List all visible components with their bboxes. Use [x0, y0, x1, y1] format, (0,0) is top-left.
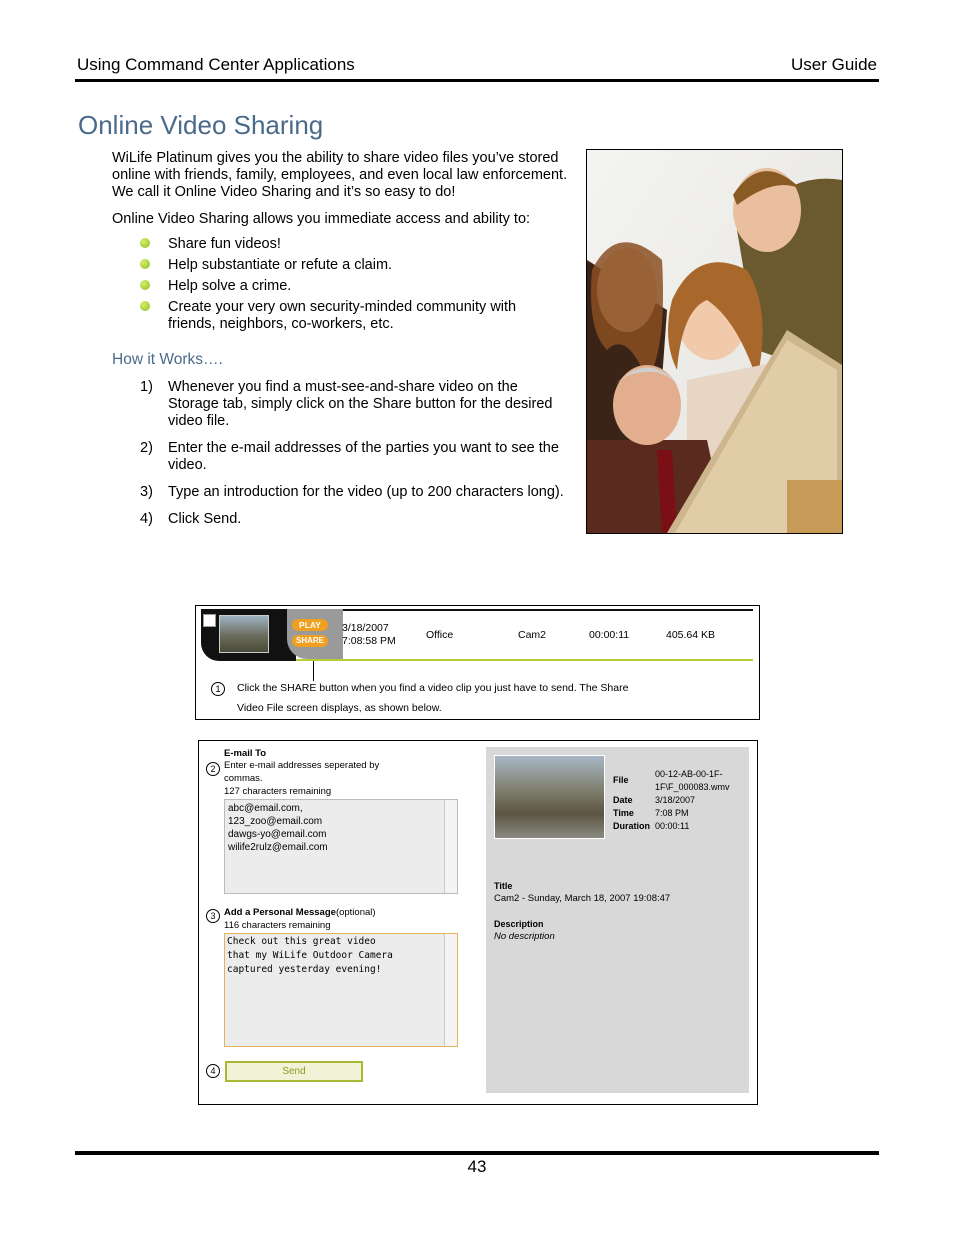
- page-title: Online Video Sharing: [78, 110, 324, 140]
- photo-illustration: [587, 150, 842, 533]
- email-scrollbar[interactable]: [444, 800, 457, 893]
- lead-rest: allows you immediate access and ability to:: [248, 211, 531, 227]
- bullet-icon: [140, 259, 150, 269]
- bullet-icon: [140, 280, 150, 290]
- steps-list: [140, 379, 572, 538]
- date-value: 3/18/2007: [655, 795, 696, 805]
- how-it-works-heading: How it Works….: [112, 351, 223, 368]
- file-value-1: 00-12-AB-00-1F-: [655, 769, 723, 779]
- header-doc-title: User Guide: [791, 55, 877, 74]
- footer-rule: [75, 1151, 879, 1155]
- bullet-list: [140, 236, 560, 337]
- step-item: 1) Whenever you find a must-see-and-share video on the Storage tab, simply click on the Share button for the desired video file.: [140, 379, 553, 429]
- email-help-2: commas.: [224, 773, 263, 784]
- clip-location: Office: [426, 629, 454, 641]
- callout-line: [313, 661, 314, 681]
- share-button[interactable]: SHARE: [292, 635, 328, 647]
- header-section-title: Using Command Center Applications: [77, 55, 355, 74]
- video-info-panel: File 00-12-AB-00-1F- 1F\F_000083.wmv Date 3/18/2007 Time 7:08 PM Duration 00:00:11 Title Cam2 - Sunday, March 18, 2007 19:08:47 Description No description: [486, 747, 749, 1093]
- message-remaining: 116 characters remaining: [224, 920, 331, 931]
- step-number: 3: [206, 909, 220, 923]
- step-number: 4: [206, 1064, 220, 1078]
- callout-number: 1: [211, 682, 225, 696]
- clip-time: 7:08:58 PM: [342, 635, 396, 647]
- storage-row: [201, 609, 753, 661]
- email-remaining: 127 characters remaining: [224, 786, 332, 797]
- step-item: 4) Click Send.: [140, 511, 242, 527]
- title-value: Cam2 - Sunday, March 18, 2007 19:08:47: [494, 893, 671, 904]
- lead-bold: Online Video Sharing: [112, 211, 249, 227]
- intro-paragraph: WiLife Platinum gives you the ability to share video files you’ve stored online with friends, family, employees, and even local law enforcement. We call it Online Video Sharing and it’s so easy to do!: [112, 150, 568, 200]
- email-textarea[interactable]: abc@email.com, 123_zoo@email.com dawgs-yo@email.com wilife2rulz@email.com: [224, 799, 458, 894]
- list-item: Share fun videos!: [140, 236, 560, 253]
- step-number: 2: [206, 762, 220, 776]
- share-video-screenshot: [198, 740, 758, 1105]
- description-value: No description: [494, 931, 555, 942]
- send-button[interactable]: Send: [225, 1061, 363, 1082]
- storage-row-screenshot: [195, 605, 760, 720]
- duration-value: 00:00:11: [655, 821, 690, 831]
- list-item: Create your very own security-minded community with friends, neighbors, co-workers, etc.: [140, 299, 560, 333]
- list-item: Help substantiate or refute a claim.: [140, 257, 560, 274]
- email-help-1: Enter e-mail addresses seperated by: [224, 760, 380, 771]
- people-laptop-photo: [586, 149, 843, 534]
- select-checkbox[interactable]: [203, 614, 216, 627]
- lead-paragraph: [112, 211, 582, 228]
- clip-date: 3/18/2007: [342, 622, 389, 634]
- clip-duration: 00:00:11: [589, 629, 630, 641]
- step-item: 3) Type an introduction for the video (up to 200 characters long).: [140, 484, 564, 500]
- message-label: Add a Personal Message(optional): [224, 907, 376, 918]
- callout-text-2: Video File screen displays, as shown below.: [237, 702, 442, 714]
- time-value: 7:08 PM: [655, 808, 689, 818]
- video-thumbnail[interactable]: [219, 615, 269, 653]
- page-number: 43: [467, 1157, 487, 1176]
- play-button[interactable]: PLAY: [292, 619, 328, 631]
- message-scrollbar[interactable]: [444, 934, 457, 1046]
- message-textarea[interactable]: Check out this great video that my WiLife Outdoor Camera captured yesterday evening!: [224, 933, 458, 1047]
- video-preview[interactable]: [494, 755, 605, 839]
- clip-camera: Cam2: [518, 629, 547, 641]
- callout-text-1: Click the SHARE button when you find a video clip you just have to send. The Share: [237, 682, 629, 694]
- bullet-icon: [140, 238, 150, 248]
- file-value-2: 1F\F_000083.wmv: [655, 782, 730, 792]
- email-to-label: E-mail To: [224, 748, 267, 759]
- header-rule: [75, 79, 879, 82]
- step-item: 2) Enter the e-mail addresses of the parties you want to see the video.: [140, 440, 559, 473]
- list-item: Help solve a crime.: [140, 278, 560, 295]
- clip-size: 405.64 KB: [666, 629, 716, 641]
- bullet-icon: [140, 301, 150, 311]
